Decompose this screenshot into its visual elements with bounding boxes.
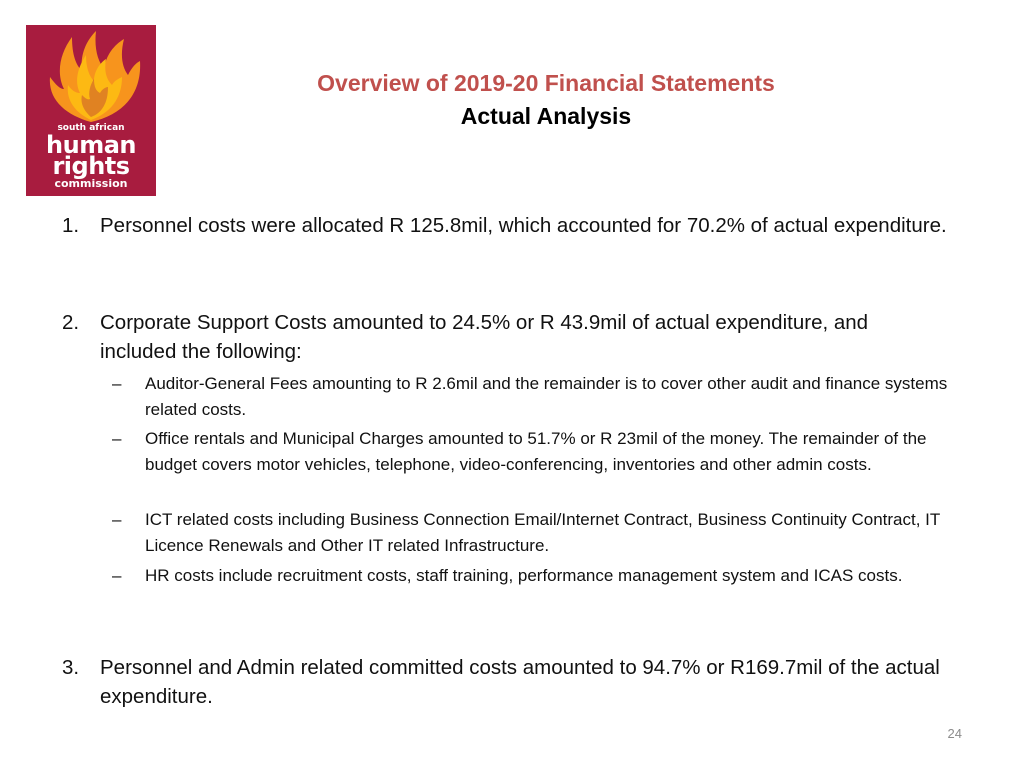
sub-item-text: Auditor-General Fees amounting to R 2.6mil and the remainder is to cover other audit and finance systems related costs. bbox=[145, 374, 948, 419]
list-text: Personnel and Admin related committed costs amounted to 94.7% or R169.7mil of the actual expenditure. bbox=[100, 656, 940, 708]
dash-bullet: – bbox=[112, 429, 122, 448]
list-number: 3. bbox=[62, 656, 80, 679]
sub-item-text: Office rentals and Municipal Charges amounted to 51.7% or R 23mil of the money. The remainder of the budget covers motor vehicles, telephone, video-conferencing, inventories and other admin costs. bbox=[145, 429, 927, 474]
logo-text-commission: commission bbox=[54, 177, 128, 190]
list-text: Personnel costs were allocated R 125.8mil, which accounted for 70.2% of actual expenditure. bbox=[100, 214, 947, 237]
list-text: Corporate Support Costs amounted to 24.5% or R 43.9mil of actual expenditure, and included the following: bbox=[100, 311, 869, 363]
dash-bullet: – bbox=[112, 374, 122, 393]
sub-item-text: HR costs include recruitment costs, staff training, performance management system and ICAS costs. bbox=[145, 566, 903, 585]
sub-item-text: ICT related costs including Business Connection Email/Internet Contract, Business Continuity Contract, IT Licence Renewals and Other IT related Infrastructure. bbox=[145, 510, 940, 555]
dash-bullet: – bbox=[112, 510, 122, 529]
logo-text-south-african: south african bbox=[57, 123, 125, 133]
list-number: 2. bbox=[62, 311, 80, 334]
page-number: 24 bbox=[947, 726, 962, 741]
title-line-1: Overview of 2019-20 Financial Statements bbox=[317, 70, 775, 96]
logo-text-rights: rights bbox=[52, 152, 130, 180]
list-number: 1. bbox=[62, 214, 80, 237]
logo-text-human: human bbox=[46, 131, 136, 159]
title-line-2: Actual Analysis bbox=[460, 103, 632, 129]
dash-bullet: – bbox=[112, 566, 122, 585]
